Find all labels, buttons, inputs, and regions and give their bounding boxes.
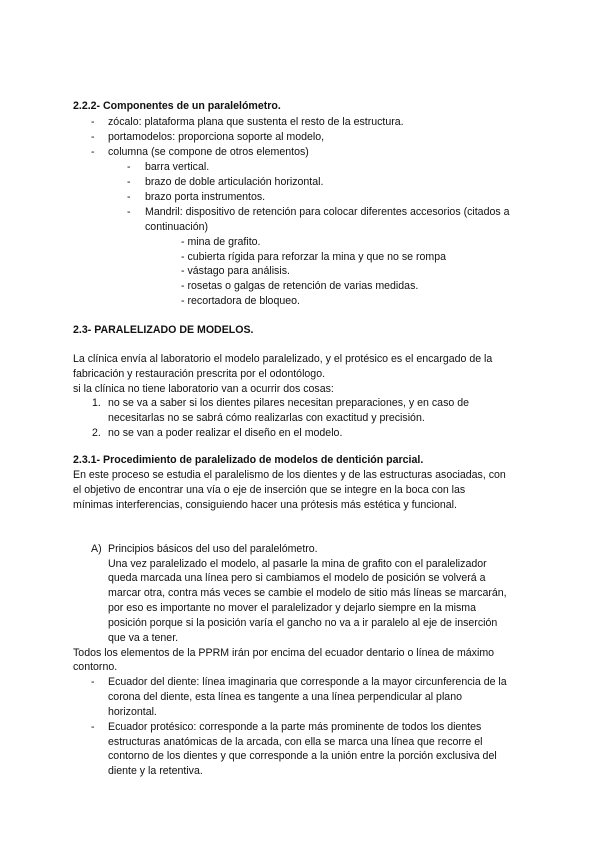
definition-line: corona del diente, esta línea es tangente a una línea perpendicular al plano	[108, 691, 462, 703]
dash-bullet: -	[127, 176, 131, 188]
paragraph-line: si la clínica no tiene laboratorio van a ocurrir dos cosas:	[73, 383, 334, 395]
section-marker: A)	[91, 543, 102, 555]
sub-list-item: brazo de doble articulación horizontal.	[145, 176, 324, 188]
dash-bullet: -	[91, 116, 95, 128]
paragraph-line: En este proceso se estudia el paralelismo de los dientes y de las estructuras asociadas, con	[73, 469, 506, 481]
paragraph-line: que va a tener.	[108, 632, 179, 644]
definition-line: contorno de los dientes y que corresponde a la unión entre la porción exclusiva del	[108, 750, 497, 762]
section-heading-procedimiento: 2.3.1- Procedimiento de paralelizado de modelos de dentición parcial.	[73, 454, 424, 466]
paragraph-line: el objetivo de encontrar una vía o eje de inserción que se integre en la boca con las	[73, 484, 466, 496]
dash-bullet: -	[91, 131, 95, 143]
list-item: portamodelos: proporciona soporte al modelo,	[108, 131, 325, 143]
definition-line: Ecuador protésico: corresponde a la parte más prominente de todos los dientes	[108, 721, 482, 733]
paragraph-line: Todos los elementos de la PPRM irán por encima del ecuador dentario o línea de máximo	[73, 647, 495, 659]
dash-bullet: -	[127, 191, 131, 203]
paragraph-line: por eso es importante no mover el paralelizador y dejarlo siempre en la misma	[108, 602, 477, 614]
dash-bullet: -	[127, 161, 131, 173]
list-item: columna (se compone de otros elementos)	[108, 146, 309, 158]
definition-line: Ecuador del diente: línea imaginaria que corresponde a la mayor circunferencia de la	[108, 676, 507, 688]
dash-bullet: -	[91, 676, 95, 688]
sub-list-item: barra vertical.	[145, 161, 210, 173]
paragraph-line: posición porque si la posición varía el gancho no va a ir paralelo al eje de inserción	[108, 617, 498, 629]
paragraph-line: queda marcada una línea pero si cambiamos el modelo de posición se volverá a	[108, 572, 486, 584]
paragraph-line: La clínica envía al laboratorio el modelo paralelizado, y el protésico es el encargado de la	[73, 353, 493, 365]
accessory-item: - rosetas o galgas de retención de varias medidas.	[181, 280, 419, 292]
subsection-title: Principios básicos del uso del paralelómetro.	[108, 543, 318, 555]
section-heading-components: 2.2.2- Componentes de un paralelómetro.	[73, 100, 281, 112]
definition-line: estructuras anatómicas de la arcada, con ella se marca una línea que recorre el	[108, 736, 483, 748]
accessory-item: - cubierta rígida para reforzar la mina y que no se rompa	[181, 251, 446, 263]
sub-list-item: Mandril: dispositivo de retención para colocar diferentes accesorios (citados a	[145, 206, 510, 218]
paragraph-line: contorno.	[73, 661, 118, 673]
numbered-item: no se van a poder realizar el diseño en el modelo.	[108, 427, 343, 439]
sub-list-item: brazo porta instrumentos.	[145, 191, 266, 203]
numbered-item-continuation: necesitarlas no se sabrá cómo realizarlas con exactitud y precisión.	[108, 412, 425, 424]
paragraph-line: fabricación y restauración prescrita por el odontólogo.	[73, 368, 326, 380]
numbered-item: no se va a saber si los dientes pilares necesitan preparaciones, y en caso de	[108, 397, 469, 409]
accessory-item: - mina de grafito.	[181, 236, 261, 248]
dash-bullet: -	[91, 146, 95, 158]
sub-list-item-continuation: continuación)	[145, 221, 209, 233]
definition-line: diente y la retentiva.	[108, 765, 203, 777]
paragraph-line: marcar otra, contra más veces se cambie el modelo de sitio más líneas se marcarán,	[108, 587, 507, 599]
definition-line: horizontal.	[108, 706, 157, 718]
accessory-item: - vástago para análisis.	[181, 265, 290, 277]
paragraph-line: Una vez paralelizado el modelo, al pasarle la mina de grafito con el paralelizador	[108, 558, 487, 570]
list-item: zócalo: plataforma plana que sustenta el resto de la estructura.	[108, 116, 404, 128]
accessory-item: - recortadora de bloqueo.	[181, 295, 300, 307]
paragraph-line: mínimas interferencias, consiguiendo hacer una prótesis más estética y funcional.	[73, 499, 457, 511]
dash-bullet: -	[91, 721, 95, 733]
dash-bullet: -	[127, 206, 131, 218]
list-number: 1.	[92, 397, 101, 409]
section-heading-paralelizado: 2.3- PARALELIZADO DE MODELOS.	[73, 324, 254, 336]
list-number: 2.	[92, 427, 101, 439]
